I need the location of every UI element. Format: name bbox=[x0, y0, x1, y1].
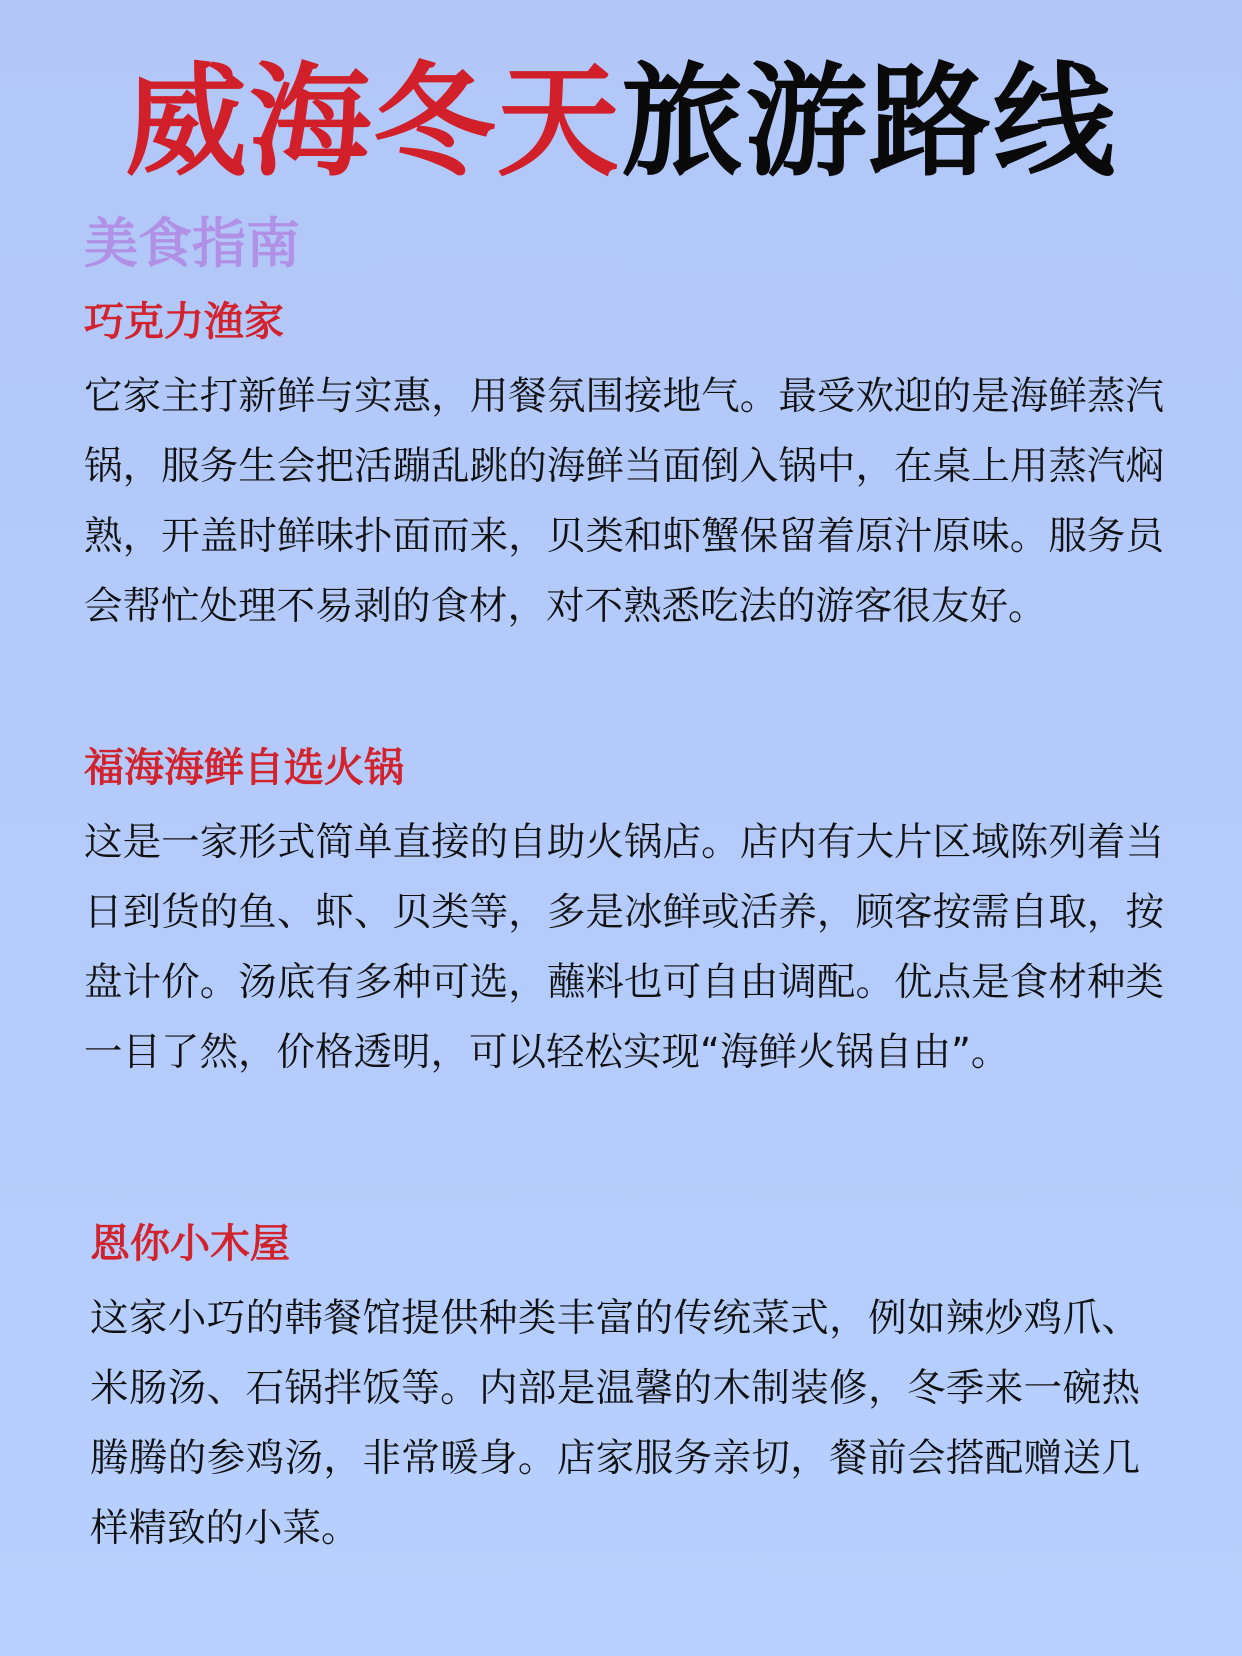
restaurant-name: 福海海鲜自选火锅 bbox=[84, 745, 404, 791]
restaurant-name: 恩你小木屋 bbox=[90, 1221, 290, 1267]
page-title bbox=[0, 52, 1242, 192]
section-label-food-guide: 美食指南 bbox=[84, 212, 300, 275]
title-black-part: 旅游路线 bbox=[621, 51, 1117, 193]
restaurant-block-3 bbox=[90, 1218, 1140, 1564]
restaurant-description: 它家主打新鲜与实惠，用餐氛围接地气。最受欢迎的是海鲜蒸汽锅，服务生会把活蹦乱跳的海鲜当面倒入锅中，在桌上用蒸汽焖熟，开盖时鲜味扑面而来，贝类和虾蟹保留着原汁原味。服务员会帮忙处理不易剥的食材，对不熟悉吃法的游客很友好。 bbox=[84, 374, 1164, 629]
title-red-part: 威海冬天 bbox=[125, 51, 621, 193]
restaurant-name: 巧克力渔家 bbox=[84, 299, 284, 345]
restaurant-description: 这是一家形式简单直接的自助火锅店。店内有大片区域陈列着当日到货的鱼、虾、贝类等，多是冰鲜或活养，顾客按需自取，按盘计价。汤底有多种可选，蘸料也可自由调配。优点是食材种类一目了然，价格透明，可以轻松实现“海鲜火锅自由”。 bbox=[84, 820, 1164, 1075]
restaurant-block-2 bbox=[84, 742, 1164, 1088]
restaurant-block-1 bbox=[84, 296, 1164, 642]
restaurant-description: 这家小巧的韩餐馆提供种类丰富的传统菜式，例如辣炒鸡爪、米肠汤、石锅拌饭等。内部是温馨的木制装修，冬季来一碗热腾腾的参鸡汤，非常暖身。店家服务亲切，餐前会搭配赠送几样精致的小菜。 bbox=[90, 1296, 1140, 1551]
